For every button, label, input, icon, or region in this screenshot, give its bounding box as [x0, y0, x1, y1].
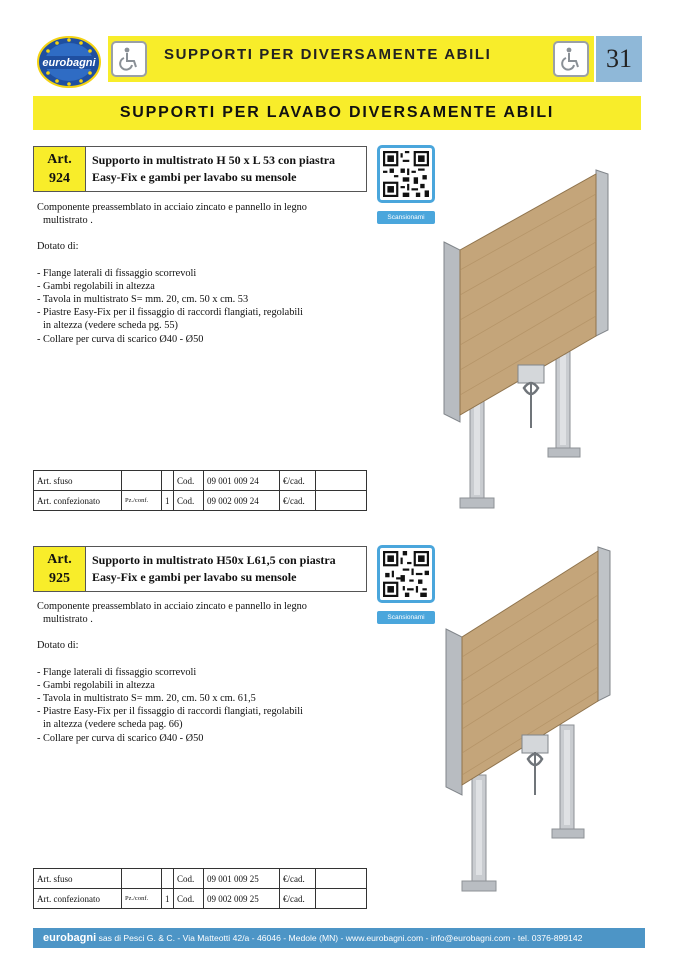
product-title [92, 152, 364, 186]
table-cell: 1 [162, 491, 174, 511]
qr-code[interactable] [377, 545, 435, 603]
qr-scan-label[interactable]: Scansionami [377, 611, 435, 624]
feature-item: - Flange laterali di fissaggio scorrevoli [37, 267, 197, 279]
description-line: Dotato di: [37, 241, 79, 253]
product-header [33, 546, 367, 592]
product-header [33, 146, 367, 192]
description-line: Dotato di: [37, 640, 79, 652]
feature-item: - Collare per curva di scarico Ø40 - Ø50 [37, 333, 204, 345]
table-cell: Art. sfuso [34, 869, 122, 889]
product-description [37, 201, 377, 346]
table-cell [316, 471, 367, 491]
table-cell [122, 869, 162, 889]
feature-item: - Tavola in multistrato S= mm. 20, cm. 50 x cm. 61,5 [37, 693, 256, 705]
footer [33, 928, 645, 948]
table-cell: €/cad. [280, 491, 316, 511]
product-title-line: Easy-Fix e gambi per lavabo su mensole [92, 170, 297, 184]
table-cell: Art. confezionato [34, 889, 122, 909]
feature-item: in altezza (vedere scheda pg. 55) [43, 320, 178, 332]
table-cell: 09 002 009 25 [204, 889, 280, 909]
table-cell: Cod. [174, 869, 204, 889]
qr-code[interactable] [377, 145, 435, 203]
feature-item: - Piastre Easy-Fix per il fissaggio di raccordi flangiati, regolabili [37, 706, 303, 718]
table-cell: Cod. [174, 889, 204, 909]
art-label: Art. [47, 152, 72, 167]
art-label: Art. [47, 552, 72, 567]
product-image [438, 160, 618, 520]
section-title: SUPPORTI PER LAVABO DIVERSAMENTE ABILI [119, 104, 555, 121]
qr-code-icon [383, 151, 429, 197]
product-title-line: Supporto in multistrato H50x L61,5 con piastra [92, 553, 336, 567]
feature-item: - Tavola in multistrato S= mm. 20, cm. 50 x cm. 53 [37, 294, 249, 306]
table-cell [162, 869, 174, 889]
table-cell: €/cad. [280, 471, 316, 491]
description-line: multistrato . [43, 215, 93, 227]
table-row [34, 471, 367, 491]
eurobagni-logo [36, 34, 102, 90]
table-cell [316, 889, 367, 909]
section-title-band [33, 96, 641, 130]
table-cell [316, 491, 367, 511]
table-cell: 1 [162, 889, 174, 909]
product-title [92, 552, 364, 586]
feature-item: - Collare per curva di scarico Ø40 - Ø50 [37, 732, 204, 744]
wheelchair-icon [553, 41, 589, 77]
description-line: Componente preassemblato in acciaio zincato e pannello in legno [37, 202, 307, 213]
table-row [34, 889, 367, 909]
table-row [34, 869, 367, 889]
header-title: SUPPORTI PER DIVERSAMENTE ABILI [164, 46, 492, 63]
table-cell: Pz./conf. [122, 491, 162, 511]
description-line: multistrato . [43, 614, 93, 626]
qr-scan-label[interactable]: Scansionami [377, 211, 435, 224]
footer-brand: eurobagni [43, 932, 97, 944]
table-cell: 09 002 009 24 [204, 491, 280, 511]
footer-contact: sas di Pesci G. & C. - Via Matteotti 42/a - 46046 - Medole (MN) - www.eurobagni.com - info@eurobagni.com - tel. 0376-899142 [98, 933, 583, 943]
product-title-line: Supporto in multistrato H 50 x L 53 con piastra [92, 153, 336, 167]
art-tag [34, 547, 86, 591]
qr-code-icon [383, 551, 429, 597]
product-image [440, 545, 620, 905]
table-cell: Cod. [174, 471, 204, 491]
wheelchair-icon [111, 41, 147, 77]
table-row [34, 491, 367, 511]
price-table [33, 470, 367, 511]
price-table [33, 868, 367, 909]
table-cell [162, 471, 174, 491]
table-cell: Art. sfuso [34, 471, 122, 491]
feature-item: - Gambi regolabili in altezza [37, 280, 155, 292]
feature-item: - Flange laterali di fissaggio scorrevoli [37, 666, 197, 678]
table-cell: Pz./conf. [122, 889, 162, 909]
art-number: 925 [49, 571, 70, 586]
description-line: Componente preassemblato in acciaio zincato e pannello in legno [37, 601, 307, 612]
table-cell [122, 471, 162, 491]
feature-item: in altezza (vedere scheda pag. 66) [43, 719, 183, 731]
table-cell [316, 869, 367, 889]
page-number: 31 [594, 36, 642, 82]
table-cell: Cod. [174, 491, 204, 511]
table-cell: Art. confezionato [34, 491, 122, 511]
art-tag [34, 147, 86, 191]
product-description [37, 600, 377, 745]
feature-item: - Gambi regolabili in altezza [37, 679, 155, 691]
table-cell: €/cad. [280, 889, 316, 909]
table-cell: 09 001 009 24 [204, 471, 280, 491]
table-cell: 09 001 009 25 [204, 869, 280, 889]
logo-text: eurobagni [42, 57, 96, 69]
feature-item: - Piastre Easy-Fix per il fissaggio di raccordi flangiati, regolabili [37, 307, 303, 319]
product-title-line: Easy-Fix e gambi per lavabo su mensole [92, 570, 297, 584]
art-number: 924 [49, 171, 70, 186]
table-cell: €/cad. [280, 869, 316, 889]
